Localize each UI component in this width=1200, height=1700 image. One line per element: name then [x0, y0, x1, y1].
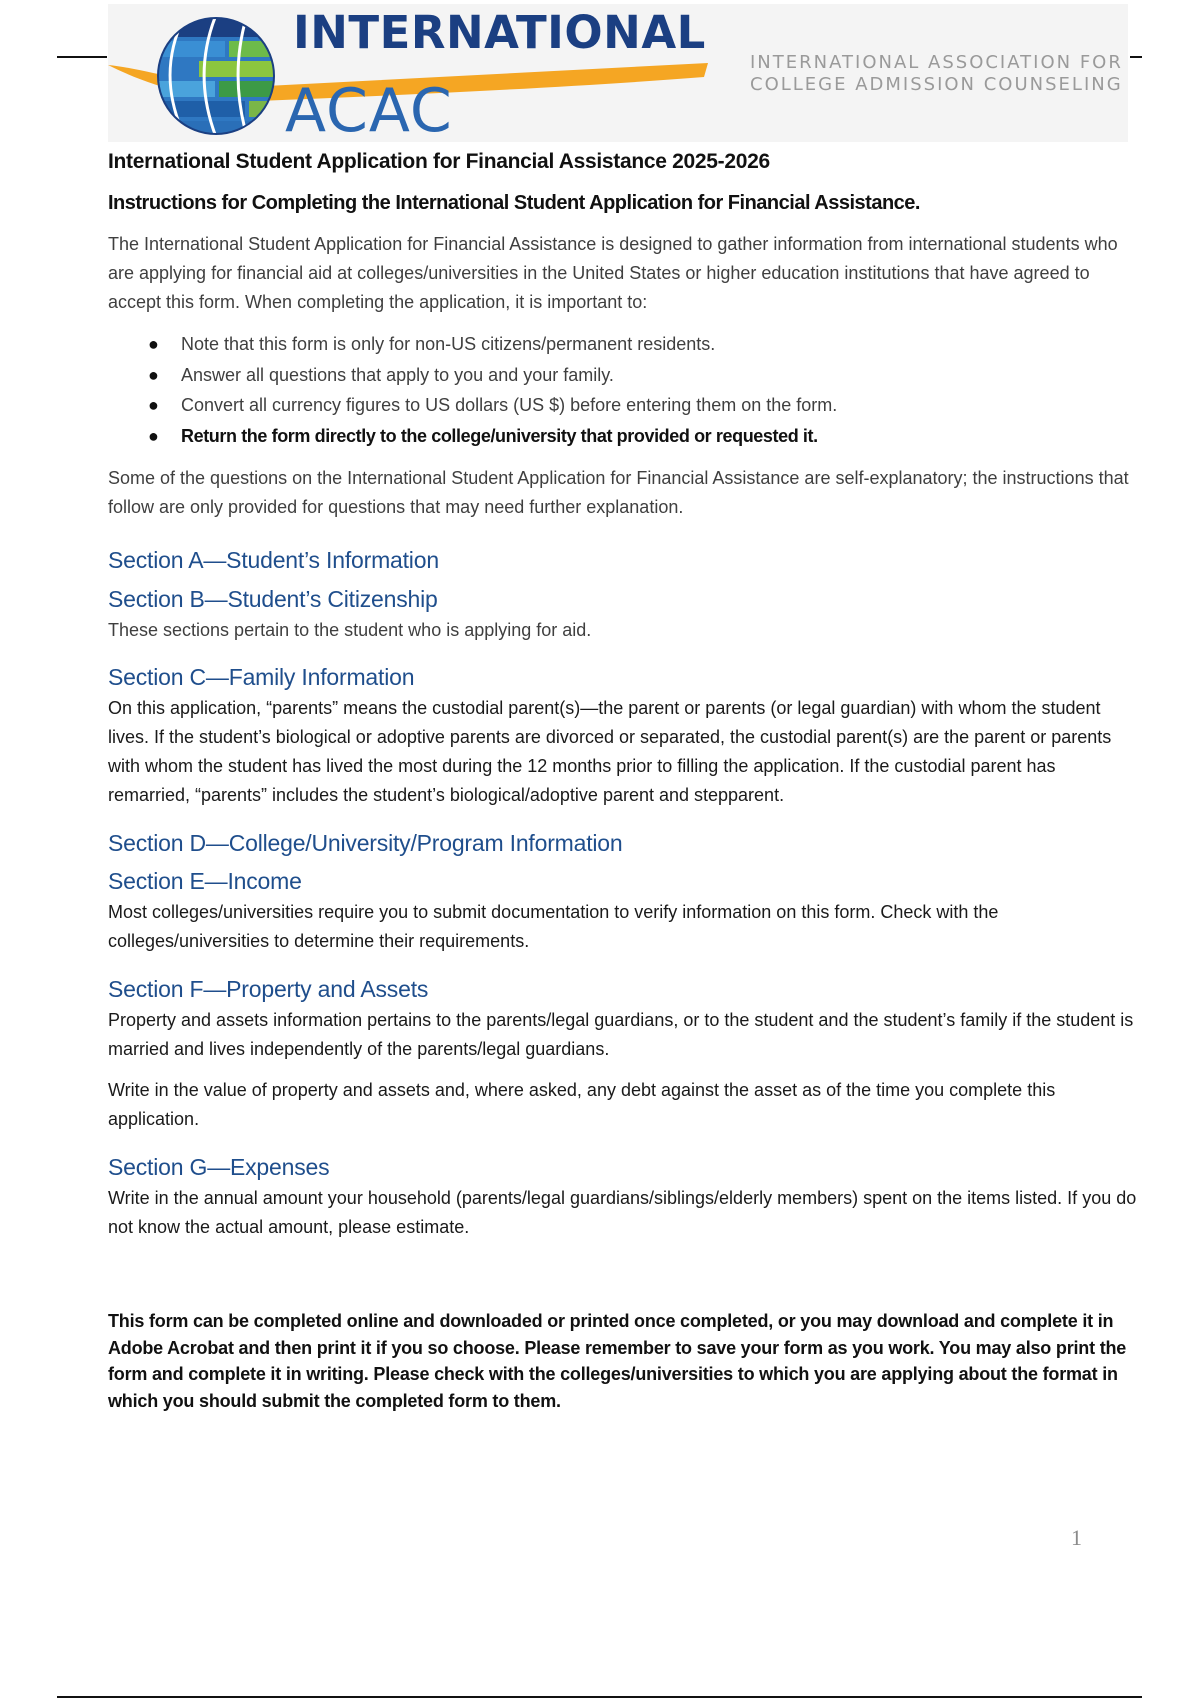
document-body: [108, 146, 1138, 1414]
section-f-text-1: Property and assets information pertains to the parents/legal guardians, or to the student and the student’s family if the student is married and lives independently of the parents/legal guardians.: [108, 1010, 1134, 1059]
section-d-heading: Section D—College/University/Program Information: [108, 830, 623, 856]
list-item: [148, 390, 1138, 421]
document-title: International Student Application for Financial Assistance 2025-2026: [108, 150, 770, 173]
section-g-text: Write in the annual amount your household (parents/legal guardians/siblings/elderly members) spent on the items listed. If you do not know the actual amount, please estimate.: [108, 1188, 1137, 1237]
list-item-text: Note that this form is only for non-US citizens/permanent residents.: [181, 334, 716, 354]
section-ab-text: These sections pertain to the student who is applying for aid.: [108, 620, 592, 640]
logo-tagline: [750, 52, 1123, 96]
logo-tagline-line2: COLLEGE ADMISSION COUNSELING: [750, 74, 1123, 95]
intro-paragraph: The International Student Application for Financial Assistance is designed to gather information from international students who are applying for financial aid at colleges/universities in the United States or higher education institutions that have agreed to accept this form. When completing the application, it is important to:: [108, 234, 1118, 312]
instruction-list: [108, 329, 1138, 451]
section-f-text-2: Write in the value of property and assets and, where asked, any debt against the asset as of the time you complete this application.: [108, 1080, 1056, 1129]
logo-wordmark-international: INTERNATIONAL: [293, 6, 706, 59]
closing-note: This form can be completed online and downloaded or printed once completed, or you may download and complete it in Adobe Acrobat and then print it if you so choose. Please remember to save your form as you work. You may also print the form and complete it in writing. Please check with the colleges/universities to which you are applying about the format in which you should submit the completed form to them.: [108, 1311, 1127, 1411]
page-number: 1: [1071, 1525, 1082, 1550]
list-item: [148, 421, 1138, 452]
section-f-heading: Section F—Property and Assets: [108, 976, 429, 1002]
section-b-heading: Section B—Student’s Citizenship: [108, 586, 438, 612]
list-item-text: Return the form directly to the college/university that provided or requested it.: [181, 425, 818, 446]
bullet-dot: ●: [148, 425, 159, 446]
instructions-heading: Instructions for Completing the International Student Application for Financial Assistance.: [108, 192, 920, 214]
bullet-dot: ●: [148, 334, 159, 354]
logo-wordmark-acac: ACAC: [285, 76, 453, 146]
logo-tagline-line1: INTERNATIONAL ASSOCIATION FOR: [750, 52, 1123, 73]
header-rule-right: [1130, 56, 1142, 58]
globe-icon: [155, 15, 277, 137]
list-item: [148, 360, 1138, 391]
section-e-text: Most colleges/universities require you to submit documentation to verify information on this form. Check with the colleges/universities to determine their requirements.: [108, 902, 999, 951]
explanation-paragraph: Some of the questions on the International Student Application for Financial Assistance are self-explanatory; the instructions that follow are only provided for questions that may need further explanation.: [108, 468, 1129, 517]
section-e-heading: Section E—Income: [108, 868, 302, 894]
section-c-text: On this application, “parents” means the custodial parent(s)—the parent or parents (or legal guardian) with whom the student lives. If the student’s biological or adoptive parents are divorced or separated, the custodial parent(s) are the parent or parents with whom the student has lived the most during the 12 months prior to filling the application. If the custodial parent has remarried, “parents” includes the student’s biological/adoptive parent and stepparent.: [108, 698, 1112, 805]
section-c-heading: Section C—Family Information: [108, 664, 415, 690]
list-item-text: Answer all questions that apply to you and your family.: [181, 364, 614, 385]
section-a-heading: Section A—Student’s Information: [108, 547, 439, 573]
list-item: [148, 329, 1138, 360]
bullet-dot: ●: [148, 364, 159, 385]
footer-rule: [57, 1696, 1142, 1698]
section-g-heading: Section G—Expenses: [108, 1154, 330, 1180]
list-item-text: Convert all currency figures to US dollars (US $) before entering them on the form.: [181, 395, 838, 415]
bullet-dot: ●: [148, 395, 159, 415]
header-rule-left: [57, 56, 107, 58]
